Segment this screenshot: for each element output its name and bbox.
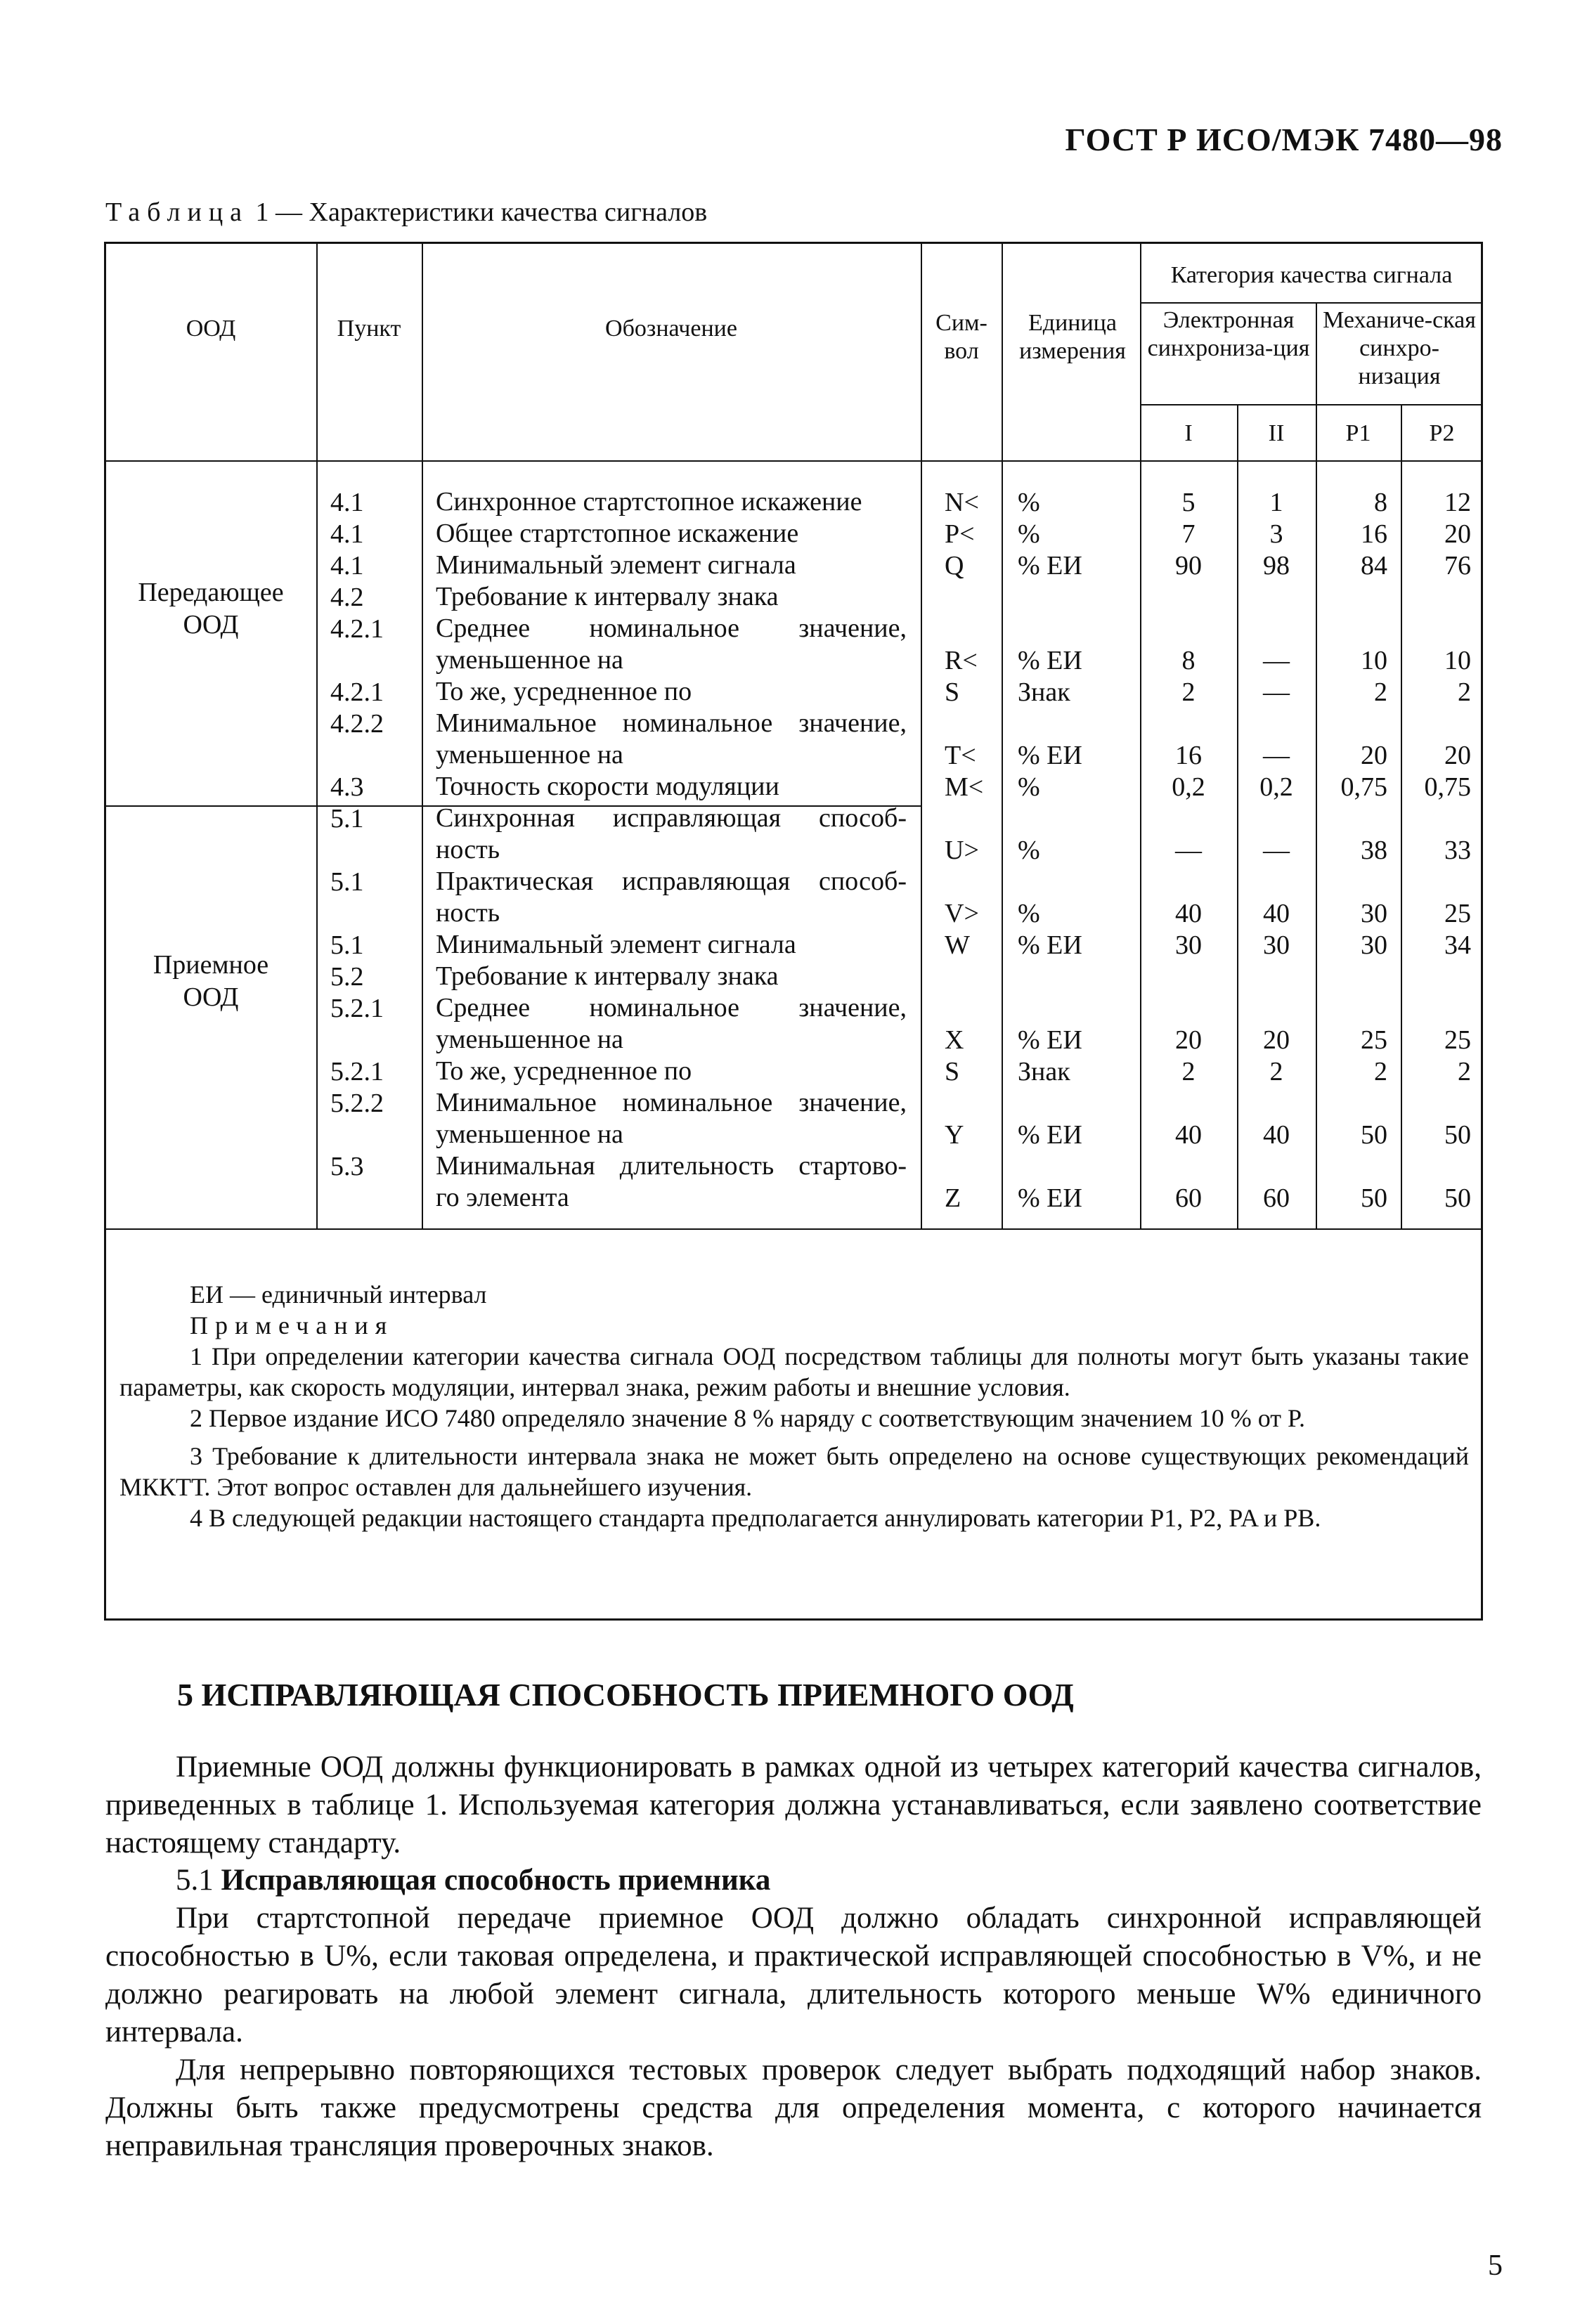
header-cat-II: II	[1268, 420, 1285, 446]
row-value-P2: 76	[1444, 551, 1471, 580]
row-unit: Знак	[1018, 677, 1070, 707]
row-unit: %	[1018, 772, 1040, 802]
row-symbol: V>	[945, 898, 979, 928]
row-value-I: 40	[1175, 1119, 1202, 1150]
row-designation-line: Минимальное номинальное значение,	[436, 708, 907, 738]
row-value-P1: 25	[1361, 1025, 1387, 1055]
notes-abbrev: ЕИ — единичный интервал	[190, 1280, 487, 1309]
row-value-II: 30	[1263, 930, 1290, 960]
row-designation-line: Синхронное стартстопное искажение	[436, 487, 862, 517]
row-symbol: S	[945, 1057, 960, 1086]
row-designation-line: уменьшенное на	[436, 739, 623, 770]
notes-heading: Примечания	[190, 1311, 394, 1339]
row-symbol: U>	[945, 835, 979, 865]
header-electronic: Электронная синхрониза-ция	[1147, 307, 1310, 361]
table-caption-prefix: Таблица	[105, 197, 250, 227]
header-category: Категория качества сигнала	[1170, 262, 1453, 288]
note-1: 1 При определении категории качества сигнала ООД посредством таблицы для полноты могут быть указаны такие параметры, как скорость модуляции, интервал знака, режим работы и внешние условия.	[119, 1342, 1469, 1401]
header-unit: Единица измерения	[1019, 310, 1126, 364]
subsection-title: Исправляющая способность приемника	[221, 1864, 771, 1897]
row-unit: % ЕИ	[1018, 1183, 1082, 1213]
row-symbol: P<	[945, 519, 975, 549]
row-designation-line: Точность скорости модуляции	[436, 772, 779, 801]
row-designation-line: Синхронная исправляющая способ-	[436, 803, 907, 833]
document-header: ГОСТ Р ИСО/МЭК 7480—98	[1065, 122, 1503, 157]
row-value-P1: 50	[1361, 1119, 1387, 1150]
row-item-number: 5.2.1	[330, 1057, 384, 1086]
row-symbol: R<	[945, 645, 978, 675]
row-value-P2: 50	[1444, 1119, 1471, 1150]
row-unit: % ЕИ	[1018, 740, 1082, 770]
row-symbol: X	[945, 1025, 964, 1055]
row-value-P2: 34	[1444, 930, 1471, 960]
header-item: Пункт	[337, 316, 401, 342]
subsection-number: 5.1	[176, 1864, 214, 1897]
row-designation-line: Среднее номинальное значение,	[436, 614, 907, 643]
row-symbol: Q	[945, 551, 964, 580]
row-item-number: 5.1	[330, 804, 364, 833]
row-value-P2: 25	[1444, 898, 1471, 928]
row-value-P2: 12	[1444, 488, 1471, 517]
row-designation-line: Требование к интервалу знака	[436, 582, 779, 611]
row-unit: Знак	[1018, 1057, 1070, 1086]
row-unit: % ЕИ	[1018, 1119, 1082, 1150]
row-symbol: Z	[945, 1183, 961, 1213]
group-label-line: ООД	[183, 982, 239, 1012]
col-divider	[1002, 242, 1003, 1228]
row-value-P1: 38	[1361, 835, 1387, 865]
group-label-transmitting	[105, 576, 316, 641]
row-designation-line: Минимальная длительность стартово-	[436, 1151, 907, 1181]
row-value-P1: 16	[1361, 519, 1387, 549]
row-value-P2: 25	[1444, 1025, 1471, 1055]
header-cat-P1: P1	[1345, 420, 1371, 446]
row-designation-line: Общее стартстопное искажение	[436, 519, 799, 548]
row-item-number: 5.2	[330, 962, 364, 992]
note-3: 3 Требование к длительности интервала знака не может быть определено на основе существующих рекомендаций МККТТ. Этот вопрос оставлен для дальнейшего изучения.	[119, 1442, 1469, 1501]
row-value-II: 20	[1263, 1025, 1290, 1055]
row-value-I: 2	[1181, 1057, 1196, 1086]
row-value-P1: 20	[1361, 740, 1387, 770]
row-designation-line: Требование к интервалу знака	[436, 961, 779, 991]
row-value-II: 1	[1269, 488, 1283, 517]
row-value-I: 90	[1175, 551, 1202, 580]
row-value-P2: 33	[1444, 835, 1471, 865]
row-designation-line: уменьшенное на	[436, 1119, 623, 1149]
row-item-number: 5.1	[330, 930, 364, 960]
row-unit: % ЕИ	[1018, 1025, 1082, 1055]
row-value-P1: 30	[1361, 930, 1387, 960]
row-value-II: 60	[1263, 1183, 1290, 1213]
row-value-P1: 0,75	[1340, 772, 1387, 802]
row-designation-line: Практическая исправляющая способ-	[436, 866, 907, 896]
group-label-line: ООД	[183, 610, 239, 640]
row-item-number: 4.2.1	[330, 614, 384, 644]
row-item-number: 4.2.2	[330, 709, 384, 739]
row-designation-line: Среднее номинальное значение,	[436, 993, 907, 1023]
row-value-I: 60	[1175, 1183, 1202, 1213]
row-designation-line: Минимальный элемент сигнала	[436, 930, 796, 959]
row-symbol: S	[945, 677, 960, 707]
row-value-I: 5	[1181, 488, 1196, 517]
row-divider	[1140, 404, 1483, 405]
row-value-P2: 20	[1444, 740, 1471, 770]
row-value-I: 8	[1181, 645, 1196, 675]
row-value-I: 16	[1175, 740, 1202, 770]
row-symbol: W	[945, 930, 970, 960]
row-value-P1: 2	[1374, 677, 1387, 707]
row-value-II: 3	[1269, 519, 1283, 549]
row-item-number: 5.2.1	[330, 994, 384, 1023]
header-designation: Обозначение	[605, 316, 737, 342]
header-symbol: Сим-вол	[935, 310, 987, 364]
row-symbol: M<	[945, 772, 984, 802]
page-number: 5	[1488, 2250, 1503, 2282]
row-value-P1: 2	[1374, 1057, 1387, 1086]
row-designation-line: ность	[436, 834, 500, 864]
row-value-I: 30	[1175, 930, 1202, 960]
row-item-number: 4.1	[330, 551, 364, 580]
row-item-number: 5.2.2	[330, 1089, 384, 1118]
row-value-II: 98	[1263, 551, 1290, 580]
row-designation-line: То же, усредненное по	[436, 1056, 692, 1086]
row-value-P2: 2	[1458, 677, 1471, 707]
row-value-I: 20	[1175, 1025, 1202, 1055]
row-value-P2: 0,75	[1424, 772, 1471, 802]
row-item-number: 4.1	[330, 488, 364, 517]
row-designation-line: уменьшенное на	[436, 1024, 623, 1054]
row-value-II: 2	[1269, 1057, 1283, 1086]
row-value-P1: 84	[1361, 551, 1387, 580]
row-unit: % ЕИ	[1018, 645, 1082, 675]
header-cat-I: I	[1184, 420, 1193, 446]
row-value-P2: 50	[1444, 1183, 1471, 1213]
row-value-I: 7	[1181, 519, 1196, 549]
row-value-I: 40	[1175, 898, 1202, 928]
row-value-II: —	[1263, 835, 1290, 865]
row-designation-line: ность	[436, 897, 500, 928]
row-value-P1: 30	[1361, 898, 1387, 928]
row-unit: %	[1018, 488, 1040, 517]
row-divider	[1140, 302, 1483, 304]
row-value-II: 0,2	[1259, 772, 1293, 802]
row-symbol: N<	[945, 488, 979, 517]
row-item-number: 4.2	[330, 583, 364, 612]
row-item-number: 4.2.1	[330, 677, 384, 707]
section-title: 5 ИСПРАВЛЯЮЩАЯ СПОСОБНОСТЬ ПРИЕМНОГО ООД	[177, 1677, 1074, 1713]
row-designation-line: го элемента	[436, 1182, 569, 1212]
row-value-II: —	[1263, 645, 1290, 675]
header-mechanical: Механиче-ская синхро-низация	[1323, 307, 1476, 389]
note-2: 2 Первое издание ИСО 7480 определяло значение 8 % наряду с соответствующим значением 10 % от P.	[190, 1404, 1306, 1432]
row-unit: %	[1018, 898, 1040, 928]
row-item-number: 4.1	[330, 519, 364, 549]
section-paragraph-3: Для непрерывно повторяющихся тестовых проверок следует выбрать подходящий набор знаков. Должны быть также предусмотрены средства для определения момента, с которого начинается неправильная трансляция проверочных знаков.	[105, 2053, 1482, 2162]
header-cat-P2: P2	[1429, 420, 1455, 446]
row-designation-line: Минимальное номинальное значение,	[436, 1088, 907, 1117]
row-value-P1: 10	[1361, 645, 1387, 675]
row-value-P2: 20	[1444, 519, 1471, 549]
row-value-P2: 2	[1458, 1057, 1471, 1086]
table-caption-title: — Характеристики качества сигналов	[268, 197, 708, 227]
row-unit: %	[1018, 835, 1040, 865]
table-caption	[105, 197, 707, 228]
col-divider	[316, 242, 318, 1228]
row-value-II: 40	[1263, 898, 1290, 928]
header-ood: ООД	[186, 316, 236, 342]
group-label-line: Приемное	[153, 950, 269, 980]
row-divider	[104, 460, 1483, 462]
row-designation-line: уменьшенное на	[436, 644, 623, 675]
col-divider	[422, 242, 423, 1228]
table-caption-number: 1	[255, 197, 269, 227]
group-label-line: Передающее	[138, 578, 284, 607]
row-value-I: 2	[1181, 677, 1196, 707]
section-paragraph-1: Приемные ООД должны функционировать в рамках одной из четырех категорий качества сигналов, приведенных в таблице 1. Используемая категория должна устанавливаться, если заявлено соответствие настоящему стандарту.	[105, 1751, 1482, 1859]
row-value-P1: 50	[1361, 1183, 1387, 1213]
group-label-receiving	[105, 949, 316, 1013]
row-value-P1: 8	[1374, 488, 1387, 517]
row-designation-line: То же, усредненное по	[436, 677, 692, 706]
row-divider	[104, 1228, 1483, 1230]
row-unit: % ЕИ	[1018, 930, 1082, 960]
row-item-number: 5.3	[330, 1152, 364, 1181]
row-value-II: —	[1263, 677, 1290, 707]
row-value-II: —	[1263, 740, 1290, 770]
row-item-number: 4.3	[330, 772, 364, 802]
row-symbol: T<	[945, 740, 976, 770]
row-item-number: 5.1	[330, 867, 364, 897]
row-designation-line: Минимальный элемент сигнала	[436, 550, 796, 580]
row-unit: % ЕИ	[1018, 551, 1082, 580]
row-value-P2: 10	[1444, 645, 1471, 675]
row-value-II: 40	[1263, 1119, 1290, 1150]
table-notes	[119, 1279, 1469, 1533]
row-unit: %	[1018, 519, 1040, 549]
section-paragraph-2: При стартстопной передаче приемное ООД должно обладать синхронной исправляющей способностью в U%, если таковая определена, и практической исправляющей способностью в V%, и не должно реагировать на любой элемент сигнала, длительность которого меньше W% единичного интервала.	[105, 1902, 1482, 2049]
row-value-I: 0,2	[1172, 772, 1205, 802]
col-divider	[921, 242, 922, 1228]
subsection-heading	[176, 1862, 770, 1900]
note-4: 4 В следующей редакции настоящего стандарта предполагается аннулировать категории P1, P2, PA и PB.	[190, 1504, 1321, 1532]
row-symbol: Y	[945, 1119, 964, 1150]
row-value-I: —	[1175, 835, 1202, 865]
